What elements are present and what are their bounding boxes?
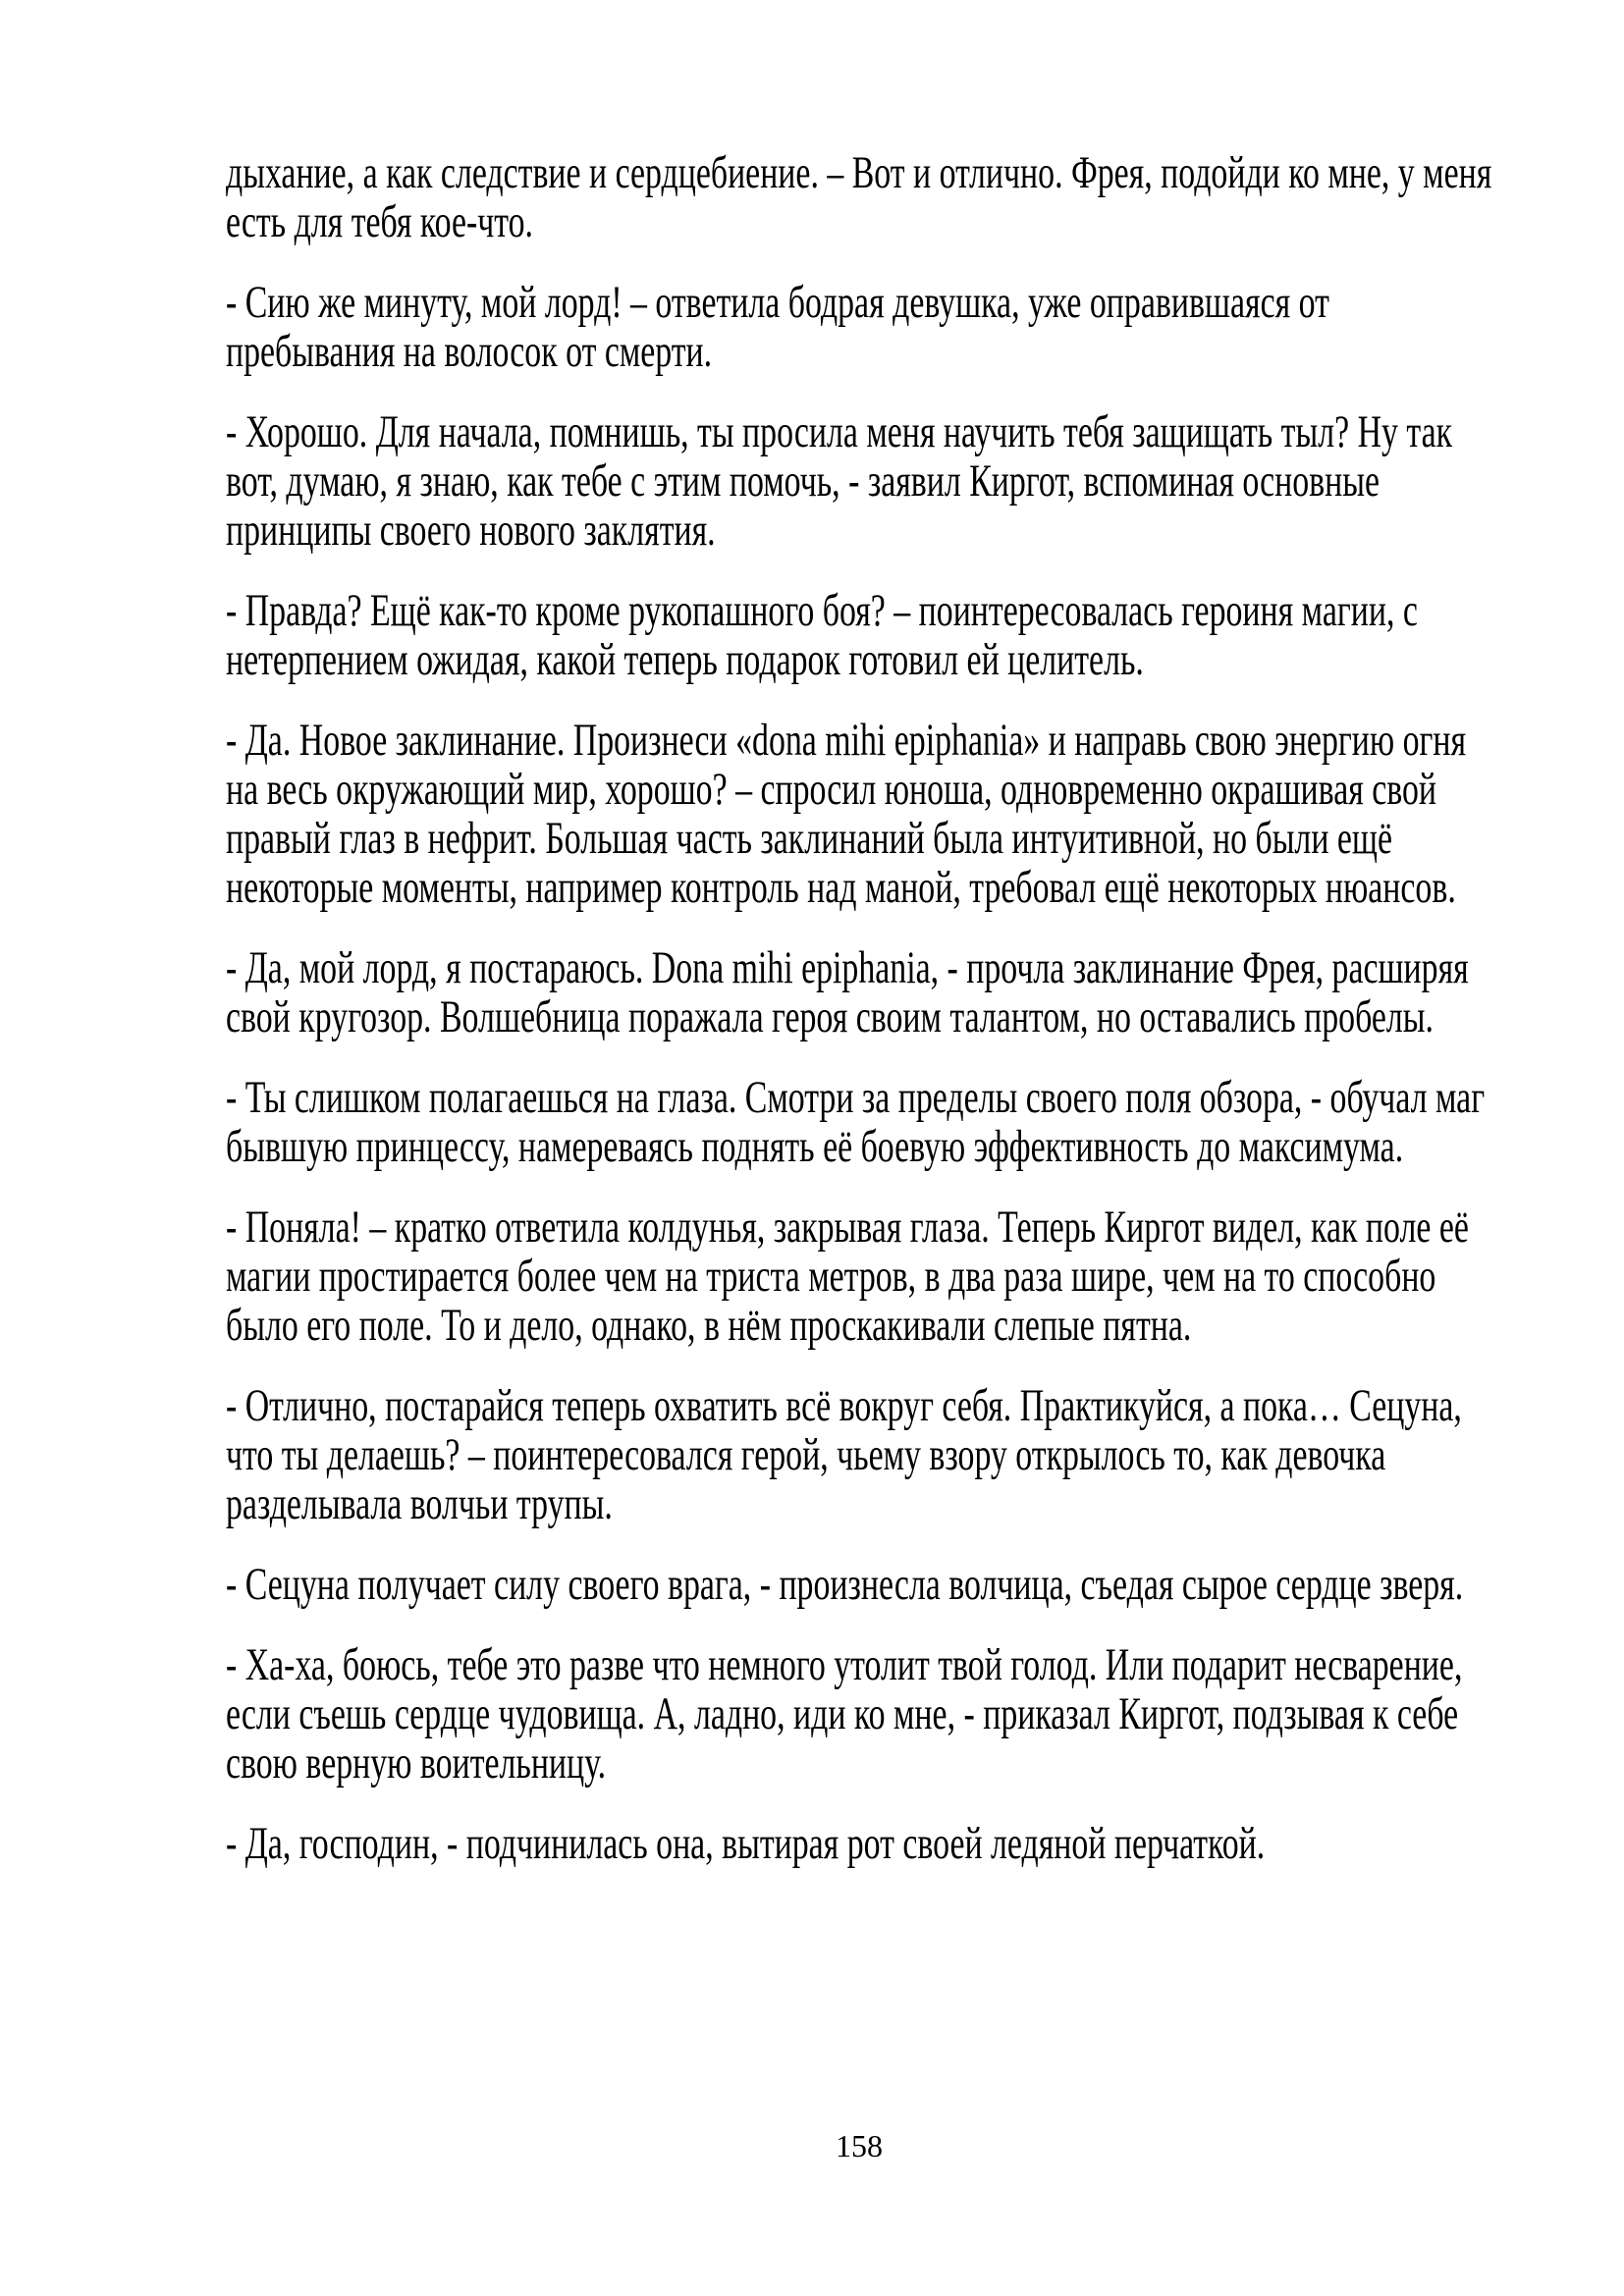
paragraph-5: - Да. Новое заклинание. Произнеси «dona mihi epiphania» и направь свою энергию огня на весь окружающий мир, хорошо? – спросил юноша, одновременно окрашивая свой правый глаз в нефрит. Большая часть заклинаний была интуитивной, но были ещё некоторые моменты, например контроль над маной, требовал ещё некоторых нюансов. (226, 715, 1467, 913)
page-number: 158 (836, 2128, 883, 2163)
paragraph-6: - Да, мой лорд, я постараюсь. Dona mihi epiphania, - прочла заклинание Фрея, расширяя свой кругозор. Волшебница поражала героя своим талантом, но оставались пробелы. (226, 942, 1469, 1042)
paragraph-9: - Отлично, постарайся теперь охватить всё вокруг себя. Практикуйся, а пока… Сецуна, что ты делаешь? – поинтересовался герой, чьему взору открылось то, как девочка разделывала волчьи трупы. (226, 1380, 1462, 1529)
paragraph-12: - Да, господин, - подчинилась она, вытирая рот своей ледяной перчаткой. (226, 1818, 1266, 1869)
text-block (226, 148, 1492, 1899)
paragraph-10: - Сецуна получает силу своего врага, - произнесла волчица, съедая сырое сердце зверя. (226, 1559, 1464, 1610)
paragraph-11: - Ха-ха, боюсь, тебе это разве что немного утолит твой голод. Или подарит несварение, если съешь сердце чудовища. А, ладно, иди ко мне, - приказал Киргот, подзывая к себе свою верную воительницу. (226, 1639, 1463, 1789)
paragraph-8: - Поняла! – кратко ответила колдунья, закрывая глаза. Теперь Киргот видел, как поле её магии простирается более чем на триста метров, в два раза шире, чем на то способно было его поле. То и дело, однако, в нём проскакивали слепые пятна. (226, 1201, 1469, 1351)
paragraph-1: дыхание, а как следствие и сердцебиение. – Вот и отлично. Фрея, подойди ко мне, у меня есть для тебя кое-что. (226, 147, 1492, 247)
paragraph-7: - Ты слишком полагаешься на глаза. Смотри за пределы своего поля обзора, - обучал маг бывшую принцессу, намереваясь поднять её боевую эффективность до максимума. (226, 1072, 1486, 1172)
paragraph-2: - Сию же минуту, мой лорд! – ответила бодрая девушка, уже оправившаяся от пребывания на волосок от смерти. (226, 277, 1329, 377)
paragraph-3: - Хорошо. Для начала, помнишь, ты просила меня научить тебя защищать тыл? Ну так вот, думаю, я знаю, как тебе с этим помочь, - заявил Киргот, вспоминая основные принципы своего нового заклятия. (226, 406, 1453, 556)
paragraph-4: - Правда? Ещё как-то кроме рукопашного боя? – поинтересовалась героиня магии, с нетерпением ожидая, какой теперь подарок готовил ей целитель. (226, 585, 1418, 685)
